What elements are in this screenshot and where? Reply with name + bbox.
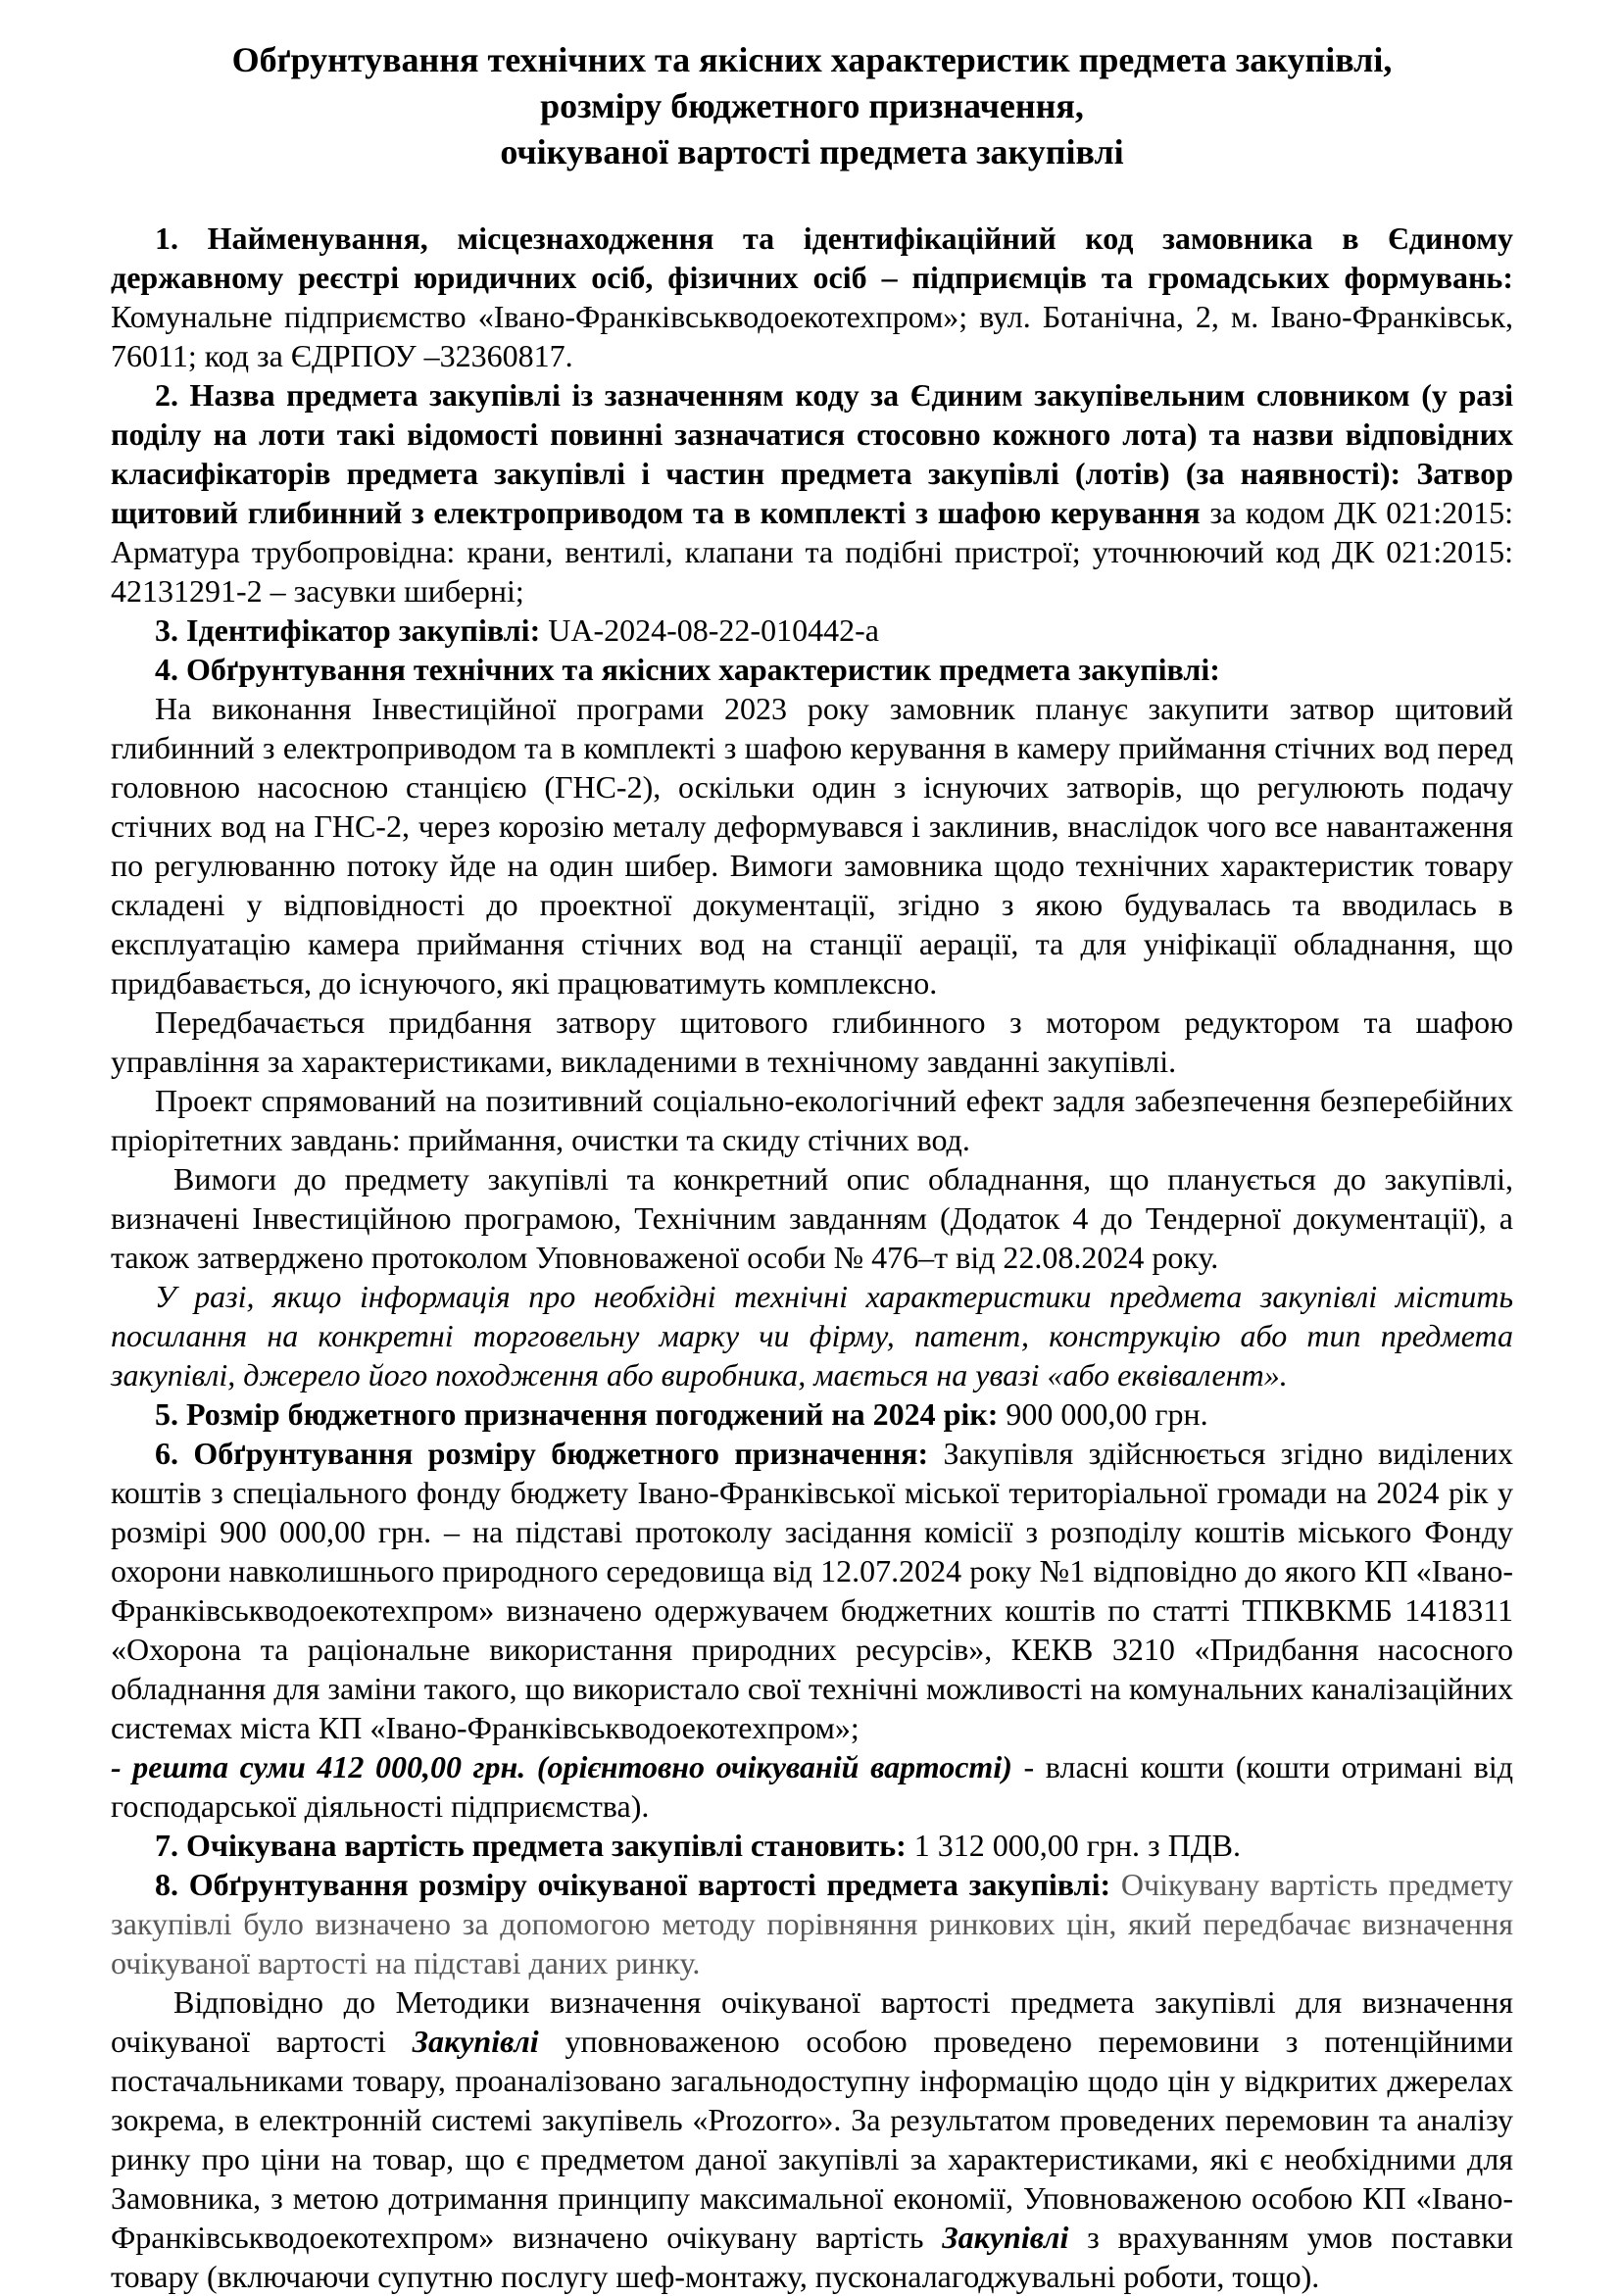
para-equivalent-clause: [111, 1277, 1513, 1394]
equivalent-clause-text: У разі, якщо інформація про необхідні технічні характеристики предмета закупівлі містить посилання на конкретні торговельну марку чи фірму, патент, конструкцію або тип предмета закупівлі, джерело його походження або виробника, мається на увазі «або еквівалент».: [111, 1279, 1513, 1392]
section-7-value: 1 312 000,00 грн. з ПДВ.: [913, 1828, 1241, 1863]
section-8-value: Очікувану вартість предмету закупівлі було визначено за допомогою методу порівняння ринкових цін, який передбачає визначення очікуваної вартості на підставі даних ринку.: [111, 1867, 1514, 1980]
para-section-8-expected-value-justification: [111, 1865, 1513, 1982]
section-4-body-3-text: Проект спрямований на позитивний соціально-екологічний ефект задля забезпечення безперебійних пріорітетних завдань: приймання, очистки та скиду стічних вод.: [111, 1083, 1513, 1157]
methodology-text-3: з врахуванням умов поставки товару (включаючи супутню послугу шеф-монтажу, пусконалагоджувальні роботи, тощо).: [111, 2220, 1513, 2294]
methodology-procurement-term-2: Закупівлі: [942, 2220, 1069, 2255]
section-6-value: Закупівля здійснюється згідно виділених коштів з спеціального фонду бюджету Івано-Франківської міської територіальної громади на 2024 рік у розмірі 900 000,00 грн. – на підставі протоколу засідання комісії з розподілу коштів міського Фонду охорони навколишнього природного середовища від 12.07.2024 року №1 відповідно до якого КП «Івано-Франківськводоекотехпром» визначено одержувачем бюджетних коштів по статті ТПКВКМБ 1418311 «Охорона та раціональне використання природних ресурсів», КЕКВ 3210 «Придбання насосного обладнання для заміни такого, що використало свої технічні можливості на комунальних каналізаційних системах міста КП «Івано-Франківськводоекотехпром»;: [111, 1436, 1514, 1745]
section-4-requirements-text: Вимоги до предмету закупівлі та конкретний опис обладнання, що планується до закупівлі, визначені Інвестиційною програмою, Технічним завданням (Додаток 4 до Тендерної документації), а також затверджено протоколом Уповноваженої особи № 476–т від 22.08.2024 року.: [111, 1161, 1513, 1275]
document-title-line-3: очікуваної вартості предмета закупівлі: [500, 132, 1124, 171]
section-4-body-1-text: На виконання Інвестиційної програми 2023 року замовник планує закупити затвор щитовий глибинний з електроприводом та в комплекті з шафою керування в камеру приймання стічних вод перед головною насосною станцією (ГНС-2), оскільки один з існуючих затворів, що регулюють подачу стічних вод на ГНС-2, через корозію металу деформувався і заклинив, внаслідок чого все навантаження по регулюванню потоку йде на один шибер. Вимоги замовника щодо технічних характеристик товару складені у відповідності до проектної документації, згідно з якою будувалась та вводилась в експлуатацію камера приймання стічних вод на станції аерації, та для уніфікації обладнання, що придбавається, до існуючого, які працюватимуть комплексно.: [111, 691, 1513, 1001]
methodology-text-2: уповноваженою особою проведено перемовини з потенційними постачальниками товару, проаналізовано загальнодоступну інформацію щодо цін у відкритих джерелах зокрема, в електронній системі закупівель «Prozorro». За результатом проведених перемовин та аналізу ринку про ціни на товар, що є предметом даної закупівлі за характеристиками, які є необхідними для Замовника, з метою дотримання принципу максимальної економії, Уповноваженою особою КП «Івано-Франківськводоекотехпром» визначено очікувану вартість: [111, 2024, 1514, 2255]
section-6-label: 6. Обґрунтування розміру бюджетного призначення:: [155, 1436, 944, 1471]
para-methodology: [111, 1982, 1513, 2296]
remaining-sum-note: - власні кошти (кошти отримані від господарської діяльності підприємства).: [111, 1749, 1514, 1824]
section-3-label: 3. Ідентифікатор закупівлі:: [155, 612, 549, 648]
section-8-label: 8. Обґрунтування розміру очікуваної вартості предмета закупівлі:: [155, 1867, 1121, 1902]
para-remaining-sum: [111, 1747, 1513, 1826]
para-section-6-budget-justification: [111, 1434, 1513, 1747]
section-4-body-2-text: Передбачається придбання затвору щитового глибинного з мотором редуктором та шафою управління за характеристиками, викладеними в технічному завданні закупівлі.: [111, 1004, 1513, 1079]
section-2-label: 2. Назва предмета закупівлі із зазначенням коду за Єдиним закупівельним словником (у разі поділу на лоти такі відомості повинні зазначатися стосовно кожного лота) та назви відповідних класифікаторів предмета закупівлі і частин предмета закупівлі (лотів) (за наявності): Затвор щитовий глибинний з електроприводом та в комплекті з шафою керування: [111, 377, 1513, 530]
methodology-procurement-term-1: Закупівлі: [412, 2024, 539, 2059]
section-7-label: 7. Очікувана вартість предмета закупівлі становить:: [155, 1828, 914, 1863]
para-section-2-procurement-name: [111, 375, 1513, 611]
para-section-4-body-3: [111, 1081, 1513, 1159]
para-section-1-customer-info: [111, 219, 1513, 375]
document-title-line-1: Обґрунтування технічних та якісних характеристик предмета закупівлі,: [231, 40, 1393, 79]
section-3-value: UA-2024-08-22-010442-а: [548, 612, 879, 648]
para-section-3-procurement-id: [111, 611, 1513, 650]
section-2-value: за кодом ДК 021:2015: Арматура трубопровідна: крани, вентилі, клапани та подібні пристрої; уточнюючий код ДК 021:2015: 42131291-2 – засувки шиберні;: [111, 495, 1514, 609]
section-1-value: Комунальне підприємство «Івано-Франківськводоекотехпром»; вул. Ботанічна, 2, м. Івано-Франківськ, 76011; код за ЄДРПОУ –32360817.: [111, 299, 1513, 373]
para-section-4-body-2: [111, 1002, 1513, 1081]
heading-section-4-technical-justification: [111, 650, 1513, 689]
document-title-line-2: розміру бюджетного призначення,: [540, 86, 1084, 125]
section-5-label: 5. Розмір бюджетного призначення погоджений на 2024 рік:: [155, 1396, 1007, 1432]
section-1-label: 1. Найменування, місцезнаходження та ідентифікаційний код замовника в Єдиному державному реєстрі юридичних осіб, фізичних осіб – підприємців та громадських формувань:: [111, 220, 1513, 295]
remaining-sum-amount: - решта суми 412 000,00 грн. (орієнтовно очікуваній вартості): [111, 1749, 1024, 1784]
para-section-7-expected-value: [111, 1826, 1513, 1865]
section-5-value: 900 000,00 грн.: [1006, 1396, 1208, 1432]
section-4-label: 4. Обґрунтування технічних та якісних характеристик предмета закупівлі:: [155, 652, 1220, 687]
para-section-4-requirements: [111, 1159, 1513, 1277]
para-section-4-body-1: [111, 689, 1513, 1002]
methodology-text-1: Відповідно до Методики визначення очікуваної вартості предмета закупівлі для визначення очікуваної вартості: [111, 1984, 1513, 2059]
para-section-5-budget-size: [111, 1394, 1513, 1434]
document-title: [111, 37, 1513, 175]
